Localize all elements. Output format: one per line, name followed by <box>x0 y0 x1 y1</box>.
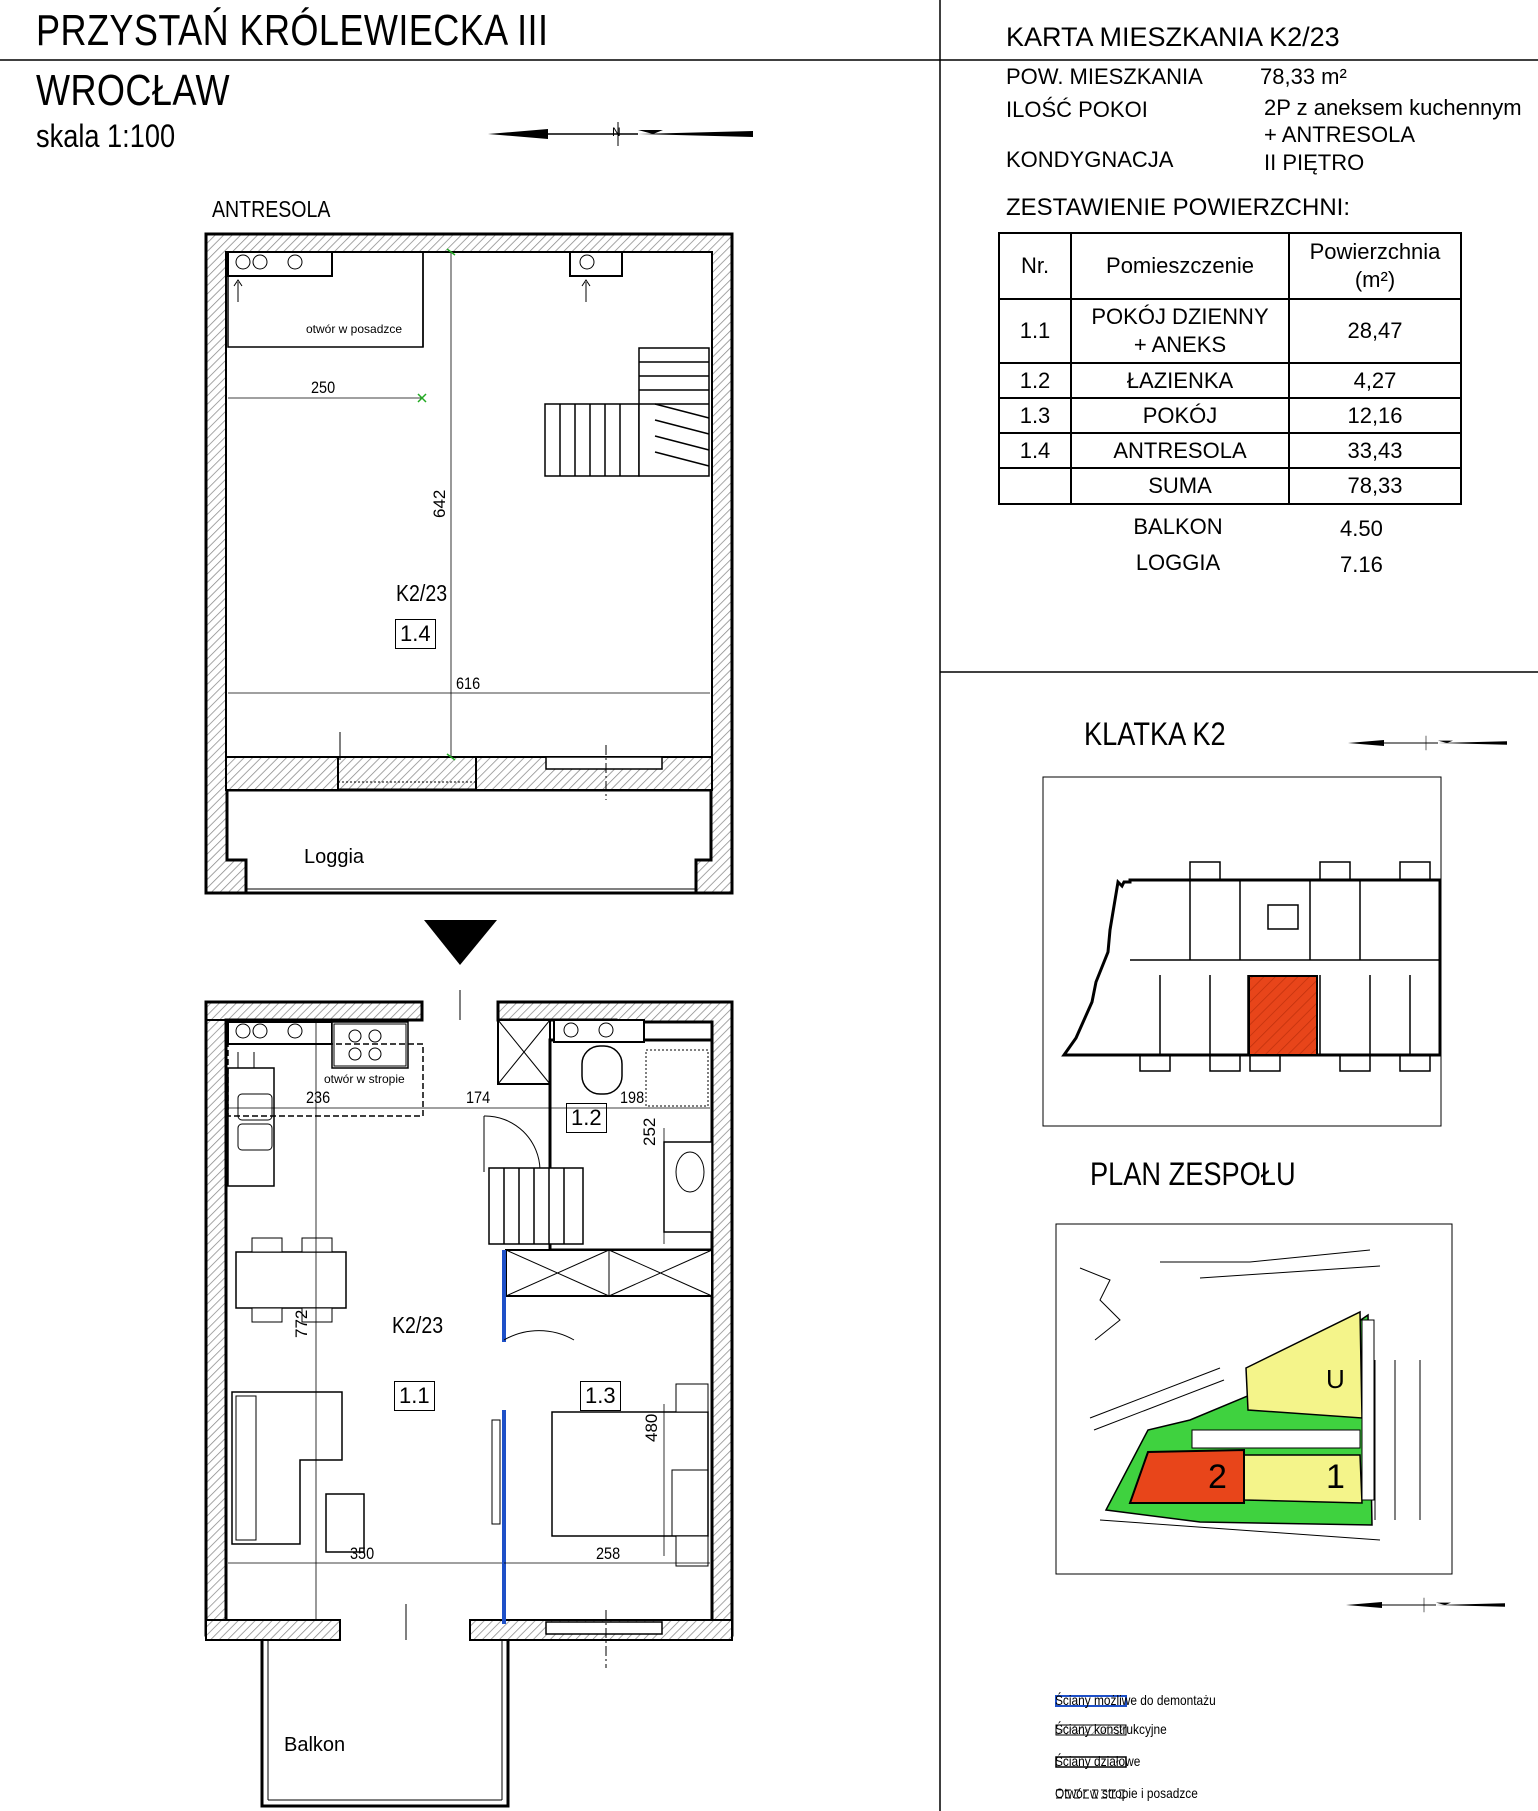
dim-236: 236 <box>306 1088 331 1107</box>
floor-opening-label: otwór w posadzce <box>306 322 403 336</box>
area-label: POW. MIESZKANIA <box>1006 64 1203 89</box>
down-arrow-icon <box>424 920 497 965</box>
site-plan <box>1056 1224 1452 1574</box>
table-row: 1.2 ŁAZIENKA 4,27 <box>999 363 1461 398</box>
plan-zespolu-title: PLAN ZESPOŁU <box>1090 1156 1296 1192</box>
dim-258: 258 <box>596 1544 621 1563</box>
legend-swatches <box>1056 1696 1126 1798</box>
legend-structural: Ściany konstrukcyjne <box>1055 1721 1167 1737</box>
balkon-plan-label: Balkon <box>284 1734 346 1756</box>
rooms-label: ILOŚĆ POKOI <box>1006 97 1148 122</box>
header-room: Pomieszczenie <box>1071 233 1289 299</box>
rooms-value: 2P z aneksem kuchennym <box>1264 95 1522 120</box>
header-area: Powierzchnia (m²) <box>1289 233 1461 299</box>
sum-row: SUMA 78,33 <box>999 468 1461 504</box>
dim-772: 772 <box>292 1309 311 1338</box>
table-row: 1.3 POKÓJ 12,16 <box>999 398 1461 433</box>
project-title: PRZYSTAŃ KRÓLEWIECKA III <box>36 6 549 55</box>
balkon-value: 4.50 <box>1340 516 1383 541</box>
legend-opening: Otwór w stropie i posadzce <box>1055 1785 1198 1801</box>
room-number-1-4: 1.4 <box>395 619 436 649</box>
site-label-1: 1 <box>1326 1458 1345 1496</box>
scale-label: skala 1:100 <box>36 118 176 154</box>
table-row: 1.1 POKÓJ DZIENNY + ANEKS 28,47 <box>999 299 1461 363</box>
loggia-value: 7.16 <box>1340 552 1383 577</box>
balkon-label: BALKON <box>1133 514 1223 539</box>
floor-value: II PIĘTRO <box>1264 150 1365 175</box>
table-row: 1.4 ANTRESOLA 33,43 <box>999 433 1461 468</box>
loggia-label: LOGGIA <box>1135 550 1221 575</box>
antresola-label: ANTRESOLA <box>212 196 331 222</box>
north-label: N <box>612 125 621 139</box>
dim-642: 642 <box>430 489 449 518</box>
legend-demolish: Ściany możliwe do demontażu <box>1055 1692 1216 1708</box>
summary-title: ZESTAWIENIE POWIERZCHNI: <box>1006 194 1351 221</box>
dim-252: 252 <box>640 1117 659 1146</box>
header-nr: Nr. <box>999 233 1071 299</box>
dim-198: 198 <box>620 1088 645 1107</box>
klatka-diagram <box>1043 777 1441 1126</box>
dim-250: 250 <box>311 378 336 397</box>
room-number-1-1: 1.1 <box>394 1381 435 1411</box>
upper-floor-plan <box>206 234 732 893</box>
dim-350: 350 <box>350 1544 375 1563</box>
area-value: 78,33 m² <box>1260 64 1347 89</box>
dim-174: 174 <box>466 1088 491 1107</box>
floor-label: KONDYGNACJA <box>1006 147 1174 172</box>
north-arrow-icon <box>1346 1598 1505 1612</box>
unit-label-lower: K2/23 <box>392 1312 444 1338</box>
legend-partition: Ściany działowe <box>1055 1753 1141 1769</box>
room-number-1-2: 1.2 <box>566 1103 607 1133</box>
klatka-title: KLATKA K2 <box>1084 716 1226 752</box>
city-label: WROCŁAW <box>36 66 230 115</box>
card-title: KARTA MIESZKANIA K2/23 <box>1006 22 1340 52</box>
area-table <box>998 232 1462 505</box>
room-number-1-3: 1.3 <box>580 1381 621 1411</box>
dim-616: 616 <box>456 674 481 693</box>
unit-label-upper: K2/23 <box>396 580 448 606</box>
lower-floor-plan <box>206 990 732 1806</box>
loggia-plan-label: Loggia <box>304 846 365 868</box>
north-arrow-icon <box>1348 736 1507 750</box>
rooms-value-2: + ANTRESOLA <box>1264 122 1416 147</box>
site-label-u: U <box>1326 1364 1345 1394</box>
site-label-2: 2 <box>1208 1458 1227 1496</box>
ceiling-opening-label: otwór w stropie <box>324 1072 405 1086</box>
dim-480: 480 <box>642 1413 661 1442</box>
